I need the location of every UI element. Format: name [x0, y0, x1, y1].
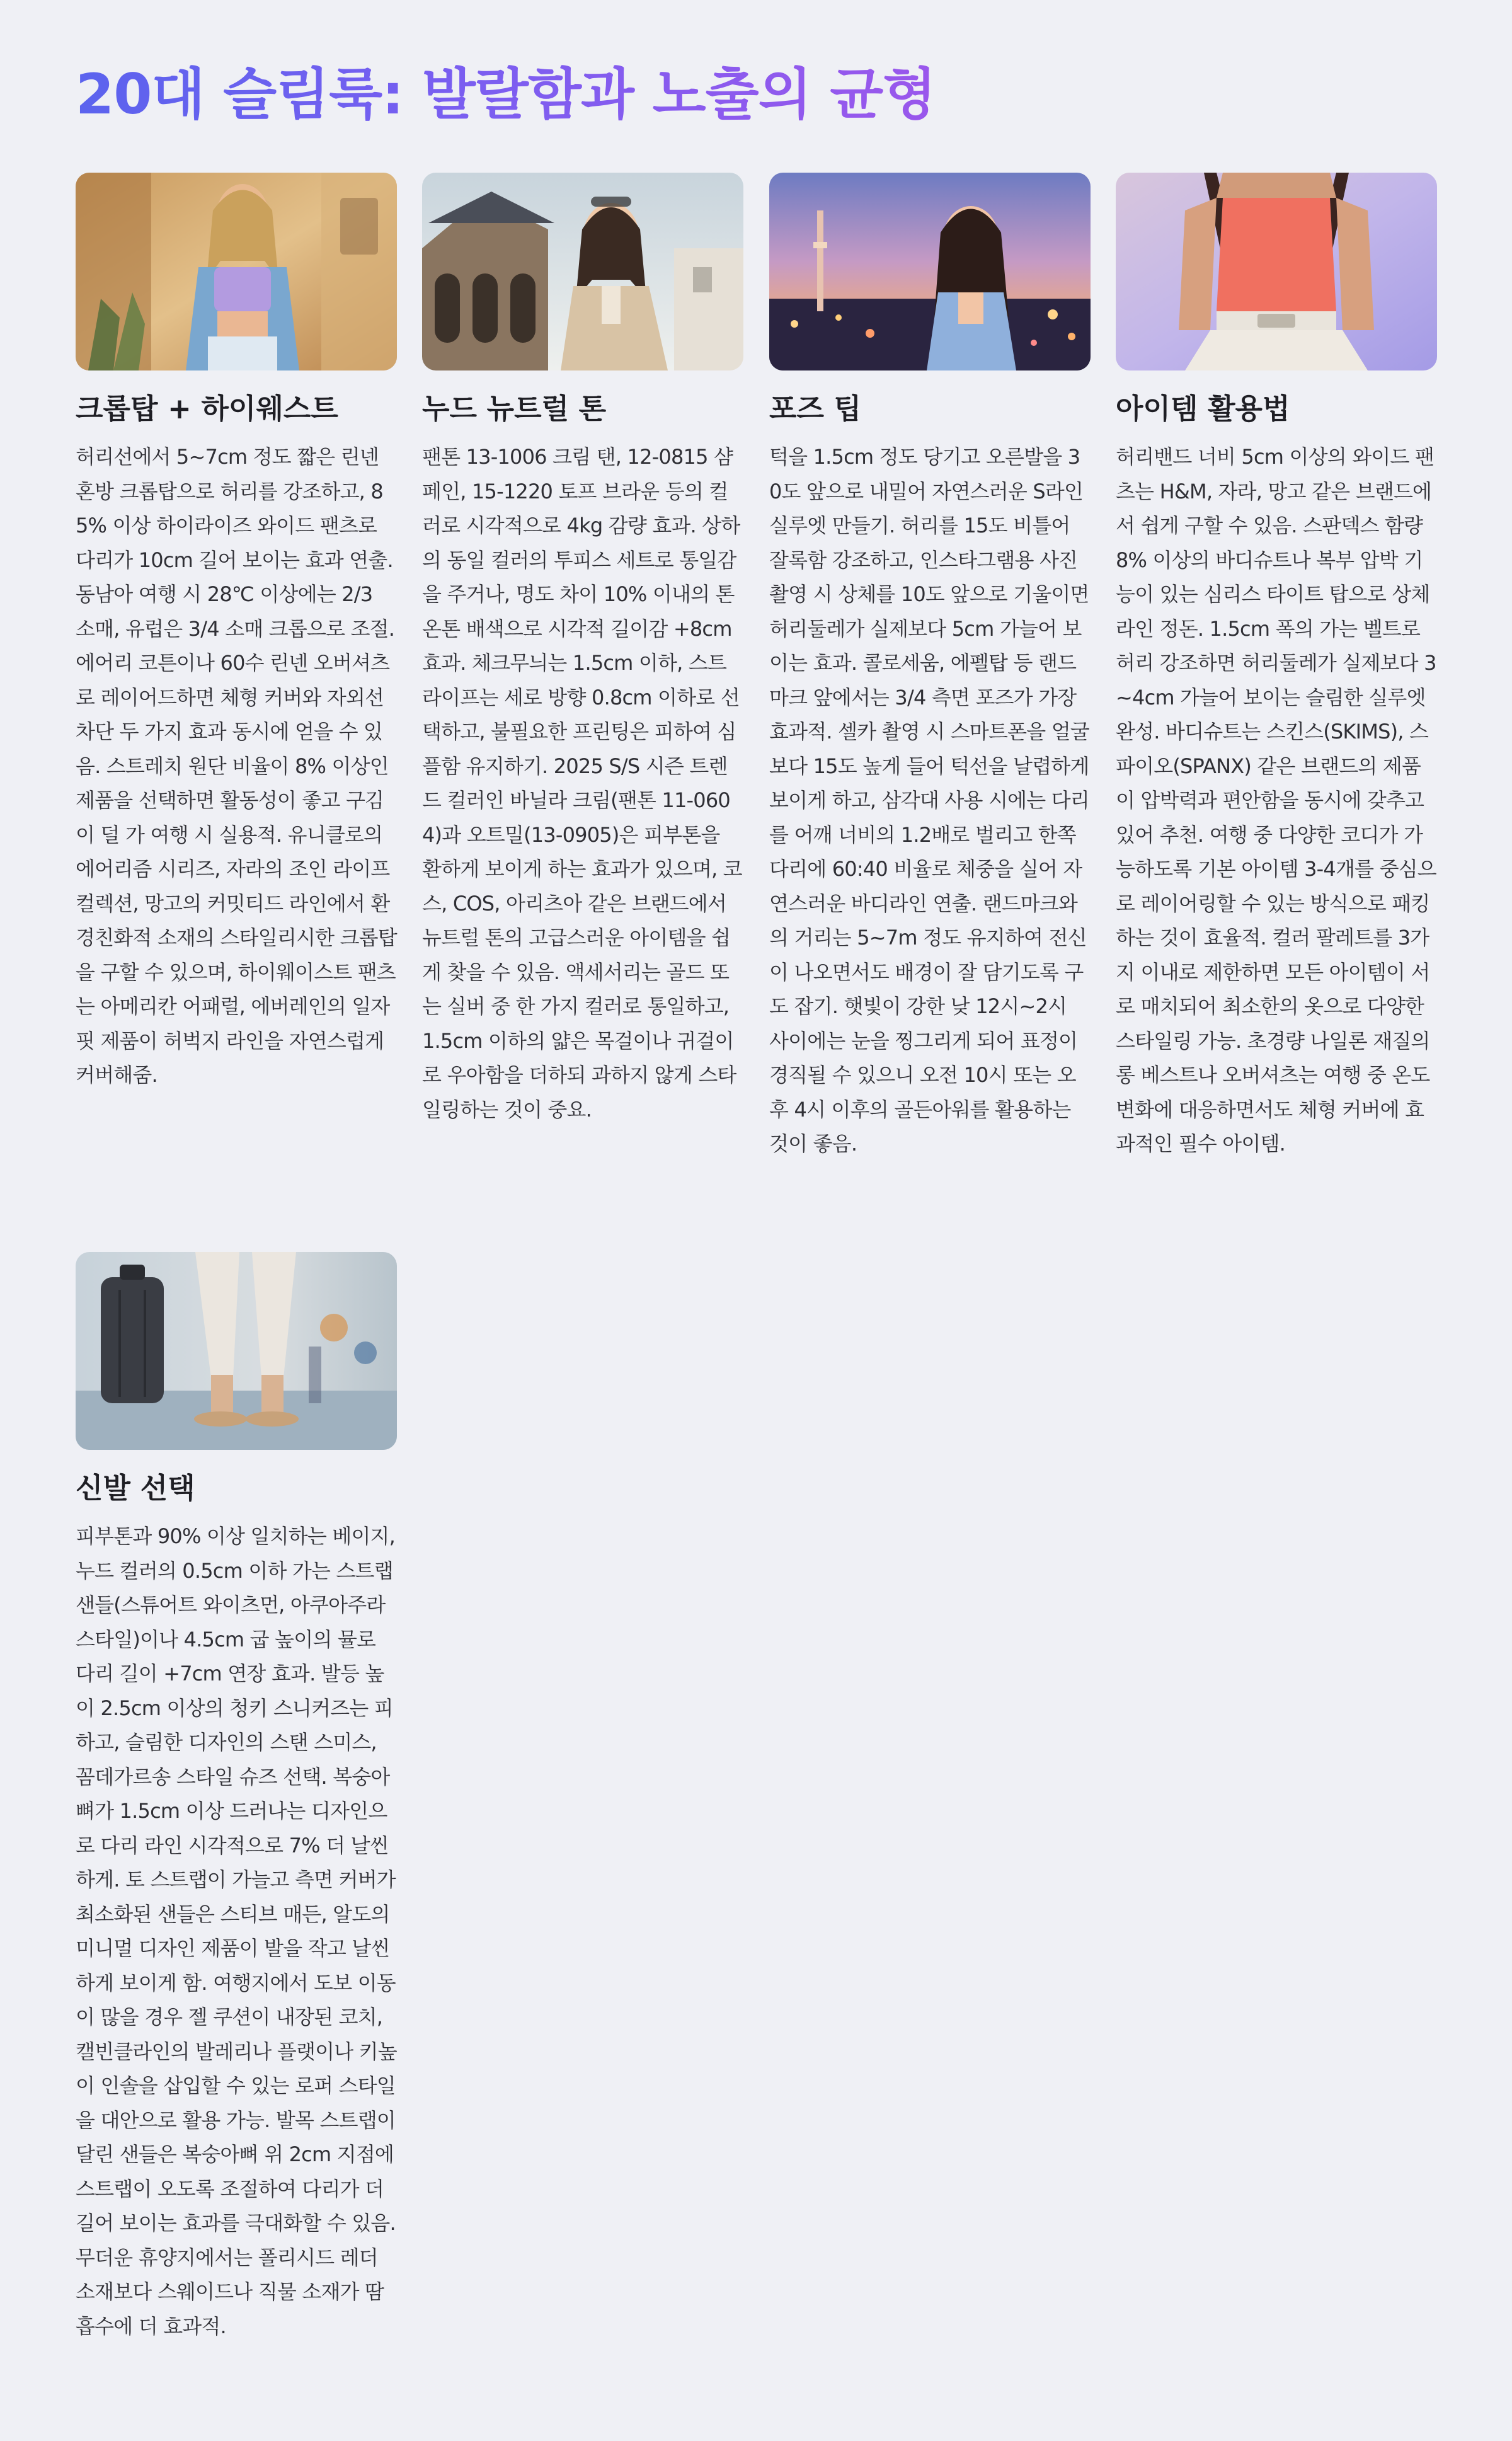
card-item-usage [1116, 173, 1437, 1181]
card-body: 허리밴드 너비 5cm 이상의 와이드 팬츠는 H&M, 자라, 망고 같은 브랜드에서 쉽게 구할 수 있음. 스판덱스 함량 8% 이상의 바디슈트나 복부 압박 기능이 있는 심리스 타이트 탑으로 상체 라인 정돈. 1.5cm 폭의 가는 벨트로 허리 강조하면 허리둘레가 실제보다 3~4cm 가늘어 보이는 슬림한 실루엣 완성. 바디슈트는 스킨스(SKIMS), 스파이오(SPANX) 같은 브랜드의 제품이 압박력과 편안함을 동시에 갖추고 있어 추천. 여행 중 다양한 코디가 가능하도록 기본 아이템 3-4개를 중심으로 레이어링할 수 있는 방식으로 패킹하는 것이 효율적. 컬러 팔레트를 3가지 이내로 제한하면 모든 아이템이 서로 매치되어 최소한의 옷으로 다양한 스타일링 가능. 초경량 나일론 재질의 롱 베스트나 오버셔츠는 여행 중 온도 변화에 대응하면서도 체형 커버에 효과적인 필수 아이템. [1116, 445, 1436, 1156]
card-title: 포즈 팁 [769, 392, 862, 425]
woman-crop-top-photo [76, 173, 397, 370]
card-image-nude-neutral [422, 173, 743, 370]
sandals-airport-photo [76, 1252, 397, 1450]
card-image-item-usage [1116, 173, 1437, 370]
woman-city-night-photo [769, 173, 1091, 370]
card-title: 아이템 활용법 [1116, 392, 1290, 425]
card-shoes [76, 1252, 397, 2399]
card-pose-tips [769, 173, 1091, 1181]
card-body: 허리선에서 5~7cm 정도 짧은 린넨 혼방 크롭탑으로 허리를 강조하고, 85% 이상 하이라이즈 와이드 팬츠로 다리가 10cm 길어 보이는 효과 연출. 동남아 여행 시 28℃ 이상에는 2/3 소매, 유럽은 3/4 소매 크롭으로 조절. 에어리 코튼이나 60수 린넨 오버셔츠로 레이어드하면 체형 커버와 자외선 차단 두 가지 효과 동시에 얻을 수 있음. 스트레치 원단 비율이 8% 이상인 제품을 선택하면 활동성이 좋고 구김이 덜 가 여행 시 실용적. 유니클로의 에어리즘 시리즈, 자라의 조인 라이프 컬렉션, 망고의 커밋티드 라인에서 환경친화적 소재의 스타일리시한 크롭탑을 구할 수 있으며, 하이웨이스트 팬츠는 아메리칸 어패럴, 에버레인의 일자핏 제품이 허벅지 라인을 자연스럽게 커버해줌. [76, 445, 397, 1087]
card-body: 턱을 1.5cm 정도 당기고 오른발을 30도 앞으로 내밀어 자연스러운 S라인 실루엣 만들기. 허리를 15도 비틀어 잘록함 강조하고, 인스타그램용 사진 촬영 시 상체를 10도 앞으로 기울이면 허리둘레가 실제보다 5cm 가늘어 보이는 효과. 콜로세움, 에펠탑 등 랜드마크 앞에서는 3/4 측면 포즈가 가장 효과적. 셀카 촬영 시 스마트폰을 얼굴보다 15도 높게 들어 턱선을 날렵하게 보이게 하고, 삼각대 사용 시에는 다리를 어깨 너비의 1.2배로 벌리고 한쪽 다리에 60:40 비율로 체중을 실어 자연스러운 바디라인 연출. 랜드마크와의 거리는 5~7m 정도 유지하여 전신이 나오면서도 배경이 잘 담기도록 구도 잡기. 햇빛이 강한 낮 12시~2시 사이에는 눈을 찡그리게 되어 표정이 경직될 수 있으니 오전 10시 또는 오후 4시 이후의 골든아워를 활용하는 것이 좋음. [769, 445, 1089, 1156]
card-body: 팬톤 13-1006 크림 탠, 12-0815 샴페인, 15-1220 토프 브라운 등의 컬러로 시각적으로 4kg 감량 효과. 상하의 동일 컬러의 투피스 세트로 통일감을 주거나, 명도 차이 10% 이내의 톤온톤 배색으로 시각적 길이감 +8cm 효과. 체크무늬는 1.5cm 이하, 스트라이프는 세로 방향 0.8cm 이하로 선택하고, 불필요한 프린팅은 피하여 심플함 유지하기. 2025 S/S 시즌 트렌드 컬러인 바닐라 크림(팬톤 11-0604)과 오트밀(13-0905)은 피부톤을 환하게 보이게 하는 효과가 있으며, 코스, COS, 아리츠아 같은 브랜드에서 뉴트럴 톤의 고급스러운 아이템을 쉽게 찾을 수 있음. 액세서리는 골드 또는 실버 중 한 가지 컬러로 통일하고, 1.5cm 이하의 얇은 목걸이나 귀걸이로 우아함을 더하되 과하지 않게 스타일링하는 것이 중요. [422, 445, 742, 1122]
card-image-pose-tips [769, 173, 1091, 370]
card-body: 피부톤과 90% 이상 일치하는 베이지, 누드 컬러의 0.5cm 이하 가는 스트랩 샌들(스튜어트 와이츠먼, 아쿠아주라 스타일)이나 4.5cm 굽 높이의 뮬로 다리 길이 +7cm 연장 효과. 발등 높이 2.5cm 이상의 청키 스니커즈는 피하고, 슬림한 디자인의 스탠 스미스, 꼼데가르송 스타일 슈즈 선택. 복숭아뼈가 1.5cm 이상 드러나는 디자인으로 다리 라인 시각적으로 7% 더 날씬하게. 토 스트랩이 가늘고 측면 커버가 최소화된 샌들은 스티브 매든, 알도의 미니멀 디자인 제품이 발을 작고 날씬하게 보이게 함. 여행지에서 도보 이동이 많을 경우 젤 쿠션이 내장된 코치, 캘빈클라인의 발레리나 플랫이나 키높이 인솔을 삽입할 수 있는 로퍼 스타일을 대안으로 활용 가능. 발목 스트랩이 달린 샌들은 복숭아뼈 위 2cm 지점에 스트랩이 오도록 조절하여 다리가 더 길어 보이는 효과를 극대화할 수 있음. 무더운 휴양지에서는 폴리시드 레더 소재보다 스웨이드나 직물 소재가 땀 흡수에 더 효과적. [76, 1524, 397, 2338]
woman-tank-top-photo [1116, 173, 1437, 370]
page-title: 20대 슬림룩: 발랄함과 노출의 균형 [76, 60, 936, 129]
card-title: 신발 선택 [76, 1471, 195, 1505]
card-image-crop-top [76, 173, 397, 370]
card-image-shoes [76, 1252, 397, 1450]
woman-neutral-coat-photo [422, 173, 743, 370]
card-title: 누드 뉴트럴 톤 [422, 392, 607, 425]
card-nude-neutral [422, 173, 743, 1122]
card-crop-top [76, 173, 397, 1093]
card-title: 크롭탑 + 하이웨스트 [76, 392, 338, 425]
